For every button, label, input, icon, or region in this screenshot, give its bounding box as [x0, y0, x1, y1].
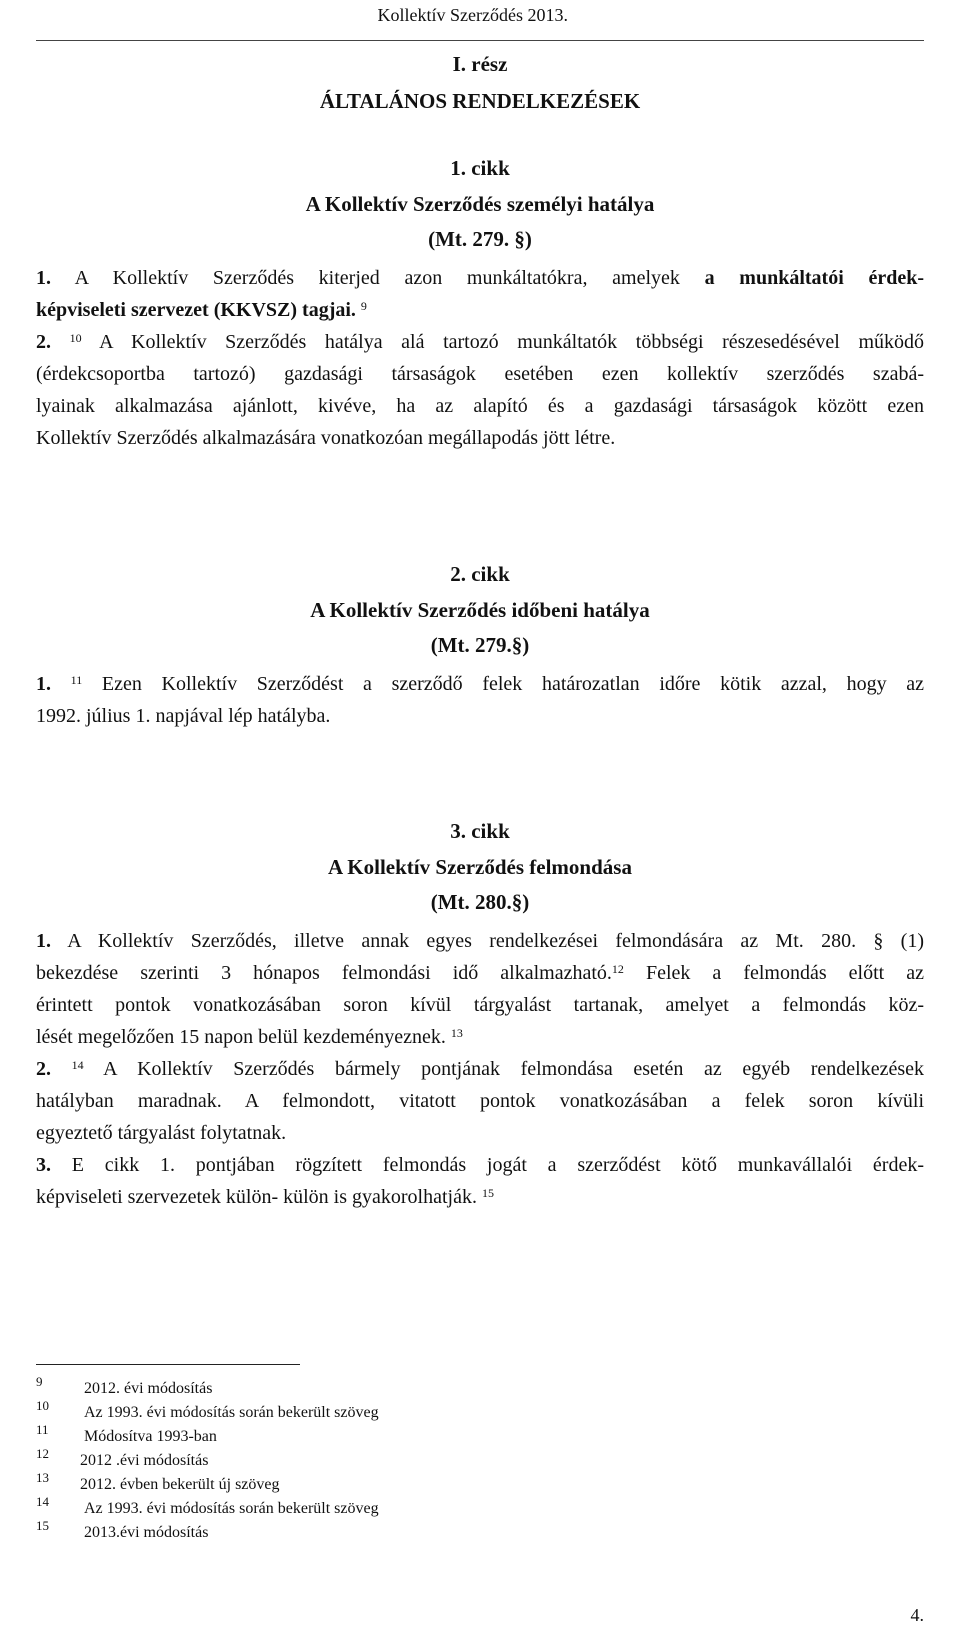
article-title: A Kollektív Szerződés felmondása — [328, 855, 632, 879]
paragraph-text: A Kollektív Szerződés bármely pontjának felmondása esetén az egyéb rendelkezések — [103, 1058, 924, 1080]
part-number: I. rész — [452, 52, 508, 76]
footnote-number: 12 — [36, 1446, 49, 1461]
point-number: 2. — [36, 1058, 51, 1080]
paragraph-text: lyainak alkalmazása ajánlott, kivéve, ha az alapító és a gazdasági társaságok között ezen — [36, 395, 924, 417]
paragraph-text: bekezdése szerinti 3 hónapos felmondási idő alkalmazható. — [36, 962, 612, 984]
footnote-text: 2012. évben bekerült új szöveg — [80, 1476, 280, 1493]
footnote-ref: 12 — [611, 962, 624, 976]
paragraph-text: E cikk 1. pontjában rögzített felmondás jogát a szerződést kötő munkavállalói érdek- — [71, 1154, 925, 1176]
point-number: 1. — [36, 267, 51, 289]
paragraph-bold-text: képviseleti szervezet (KKVSZ) tagjai. — [36, 299, 356, 321]
footnote-text: 2013.évi módosítás — [84, 1524, 209, 1541]
paragraph-text: (érdekcsoportba tartozó) gazdasági társaságok esetében ezen kollektív szerződés szabá- — [36, 363, 924, 385]
footnote-ref: 13 — [450, 1026, 463, 1040]
point-number: 3. — [36, 1154, 51, 1176]
footnote-ref: 9 — [360, 299, 367, 313]
running-header: Kollektív Szerződés 2013. — [377, 5, 568, 25]
footnote-number: 11 — [36, 1422, 49, 1437]
footnote-number: 9 — [36, 1374, 43, 1389]
paragraph-text: A Kollektív Szerződés kiterjed azon munkáltatókra, amelyek — [74, 267, 705, 289]
paragraph — [36, 1149, 924, 1213]
footnote-text: 2012 .évi módosítás — [80, 1452, 209, 1469]
paragraph-text: Felek a felmondás előtt az — [645, 962, 924, 984]
paragraph — [36, 668, 924, 732]
page-number: 4. — [910, 1605, 924, 1625]
footnote-text: Az 1993. évi módosítás során bekerült szöveg — [84, 1404, 379, 1421]
article-number: 3. cikk — [450, 819, 510, 843]
article-number: 1. cikk — [450, 156, 510, 180]
paragraph — [36, 1053, 924, 1149]
footnote-number: 15 — [36, 1518, 49, 1533]
paragraph-text: hatályban maradnak. A felmondott, vitatott pontok vonatkozásában a felek soron kívüli — [36, 1090, 924, 1112]
footnote-ref: 10 — [69, 331, 82, 345]
paragraph-text: 1992. július 1. napjával lép hatályba. — [36, 705, 331, 727]
footnote-rule — [36, 1364, 300, 1365]
footnote-number: 10 — [36, 1398, 49, 1413]
paragraph-text: A Kollektív Szerződés, illetve annak egyes rendelkezései felmondására az Mt. 280. § (1) — [67, 930, 924, 952]
article-ref: (Mt. 280.§) — [430, 890, 530, 914]
article-title: A Kollektív Szerződés időbeni hatálya — [310, 598, 650, 622]
footnote-text: Módosítva 1993-ban — [84, 1428, 217, 1445]
paragraph-text: A Kollektív Szerződés hatálya alá tartozó munkáltatók többségi részesedésével működő — [99, 331, 924, 353]
paragraph — [36, 262, 924, 326]
paragraph-text: képviseleti szervezetek külön- külön is gyakorolhatják. — [36, 1186, 477, 1208]
point-number: 1. — [36, 673, 51, 695]
point-number: 1. — [36, 930, 51, 952]
header-rule — [36, 40, 924, 41]
paragraph-text: Kollektív Szerződés alkalmazására vonatkozóan megállapodás jött létre. — [36, 427, 616, 449]
footnote-ref: 15 — [481, 1186, 494, 1200]
article-ref: (Mt. 279. §) — [428, 227, 532, 251]
article-title: A Kollektív Szerződés személyi hatálya — [305, 192, 655, 216]
footnote-ref: 11 — [70, 673, 83, 687]
paragraph — [36, 925, 924, 1053]
footnote-text: Az 1993. évi módosítás során bekerült szöveg — [84, 1500, 379, 1517]
point-number: 2. — [36, 331, 51, 353]
article-number: 2. cikk — [450, 562, 510, 586]
footnote-ref: 14 — [71, 1058, 84, 1072]
paragraph — [36, 326, 924, 454]
paragraph-text: Ezen Kollektív Szerződést a szerződő felek határozatlan időre kötik azzal, hogy az — [101, 673, 925, 695]
footnote-number: 13 — [36, 1470, 49, 1485]
footnote-number: 14 — [36, 1494, 49, 1509]
paragraph-text: lését megelőzően 15 napon belül kezdeményeznek. — [36, 1026, 446, 1048]
footnote-text: 2012. évi módosítás — [84, 1380, 213, 1397]
part-title: ÁLTALÁNOS RENDELKEZÉSEK — [319, 89, 641, 113]
paragraph-text: érintett pontok vonatkozásában soron kívül tárgyalást tartanak, amelyet a felmondás köz- — [36, 994, 924, 1016]
paragraph-text: egyeztető tárgyalást folytatnak. — [36, 1122, 287, 1144]
article-ref: (Mt. 279.§) — [430, 633, 530, 657]
paragraph-bold-text: a munkáltatói érdek- — [704, 267, 924, 289]
